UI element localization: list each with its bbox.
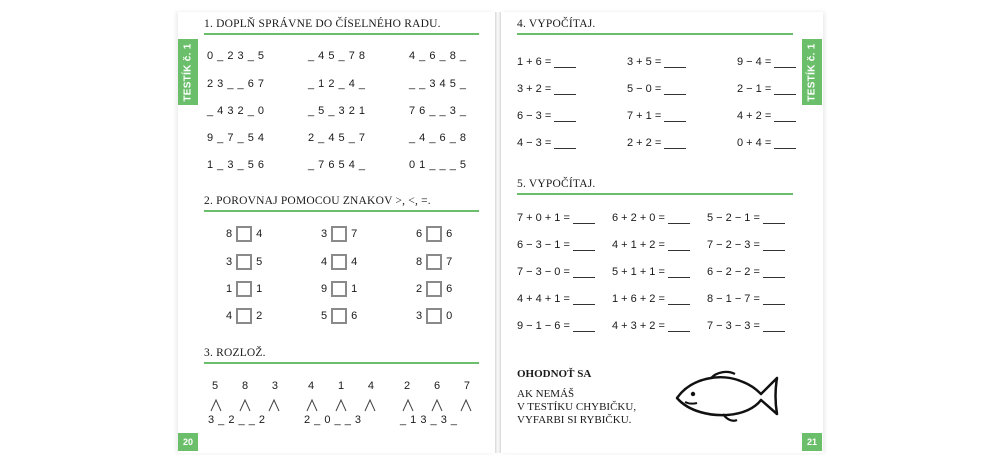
- decompose-branch-icon: [400, 398, 474, 412]
- compare-answer-box[interactable]: [236, 254, 252, 270]
- equation: [517, 212, 595, 224]
- equation: [612, 239, 690, 251]
- decompose-top-number: 5: [212, 380, 219, 392]
- answer-blank[interactable]: [573, 269, 595, 278]
- equation: [517, 320, 595, 332]
- equation-text: 6 + 2 + 0 =: [612, 212, 665, 224]
- equation: [612, 293, 690, 305]
- answer-blank[interactable]: [664, 59, 686, 68]
- answer-blank[interactable]: [554, 140, 576, 149]
- section5-rule: [517, 193, 793, 195]
- decompose-top-number: 6: [433, 380, 441, 392]
- section4-title: 4. VYPOČÍTAJ.: [517, 18, 596, 30]
- compare-item: [321, 308, 357, 324]
- decompose-item: [208, 380, 282, 432]
- decompose-top-number: 4: [308, 380, 315, 392]
- decompose-top-number: 3: [271, 380, 278, 392]
- equation-text: 4 + 2 =: [737, 110, 772, 122]
- compare-item: [416, 254, 452, 270]
- equation-text: 7 − 3 − 3 =: [707, 320, 760, 332]
- decompose-top-numbers: [400, 380, 474, 392]
- equation: [627, 56, 686, 68]
- number-sequence[interactable]: _ _ 3 4 5 _: [409, 78, 467, 90]
- answer-blank[interactable]: [668, 296, 690, 305]
- compare-item: [416, 281, 452, 297]
- compare-left-number: 3: [416, 310, 423, 322]
- equation: [517, 137, 576, 149]
- answer-blank[interactable]: [664, 86, 686, 95]
- equation: [707, 212, 785, 224]
- equation: [627, 137, 686, 149]
- decompose-top-number: 1: [337, 380, 345, 392]
- equation-text: 3 + 2 =: [517, 83, 552, 95]
- compare-item: [226, 226, 262, 242]
- answer-blank[interactable]: [763, 269, 785, 278]
- equation-text: 3 + 5 =: [627, 56, 662, 68]
- answer-blank[interactable]: [554, 59, 576, 68]
- compare-item: [226, 281, 262, 297]
- section3-title: 3. ROZLOŽ.: [204, 347, 266, 359]
- section5-title: 5. VYPOČÍTAJ.: [517, 178, 596, 190]
- compare-left-number: 4: [226, 310, 233, 322]
- compare-answer-box[interactable]: [236, 281, 252, 297]
- answer-blank[interactable]: [774, 59, 796, 68]
- right-page-number: 21: [802, 433, 822, 451]
- compare-item: [321, 226, 357, 242]
- equation: [612, 266, 690, 278]
- decompose-bottom[interactable]: 3 _ 2 _ _ 2: [208, 414, 266, 426]
- equation-text: 7 + 1 =: [627, 110, 662, 122]
- left-page-number: 20: [178, 433, 198, 451]
- evaluate-line-1: AK NEMÁŠ: [517, 388, 575, 400]
- decompose-bottom[interactable]: _ 1 3 _ 3 _: [400, 414, 458, 426]
- equation: [737, 56, 796, 68]
- compare-right-number: 7: [446, 256, 453, 268]
- decompose-branch-icon: [304, 398, 378, 412]
- equation: [707, 293, 785, 305]
- compare-left-number: 5: [321, 310, 328, 322]
- equation-text: 1 + 6 + 2 =: [612, 293, 665, 305]
- section3-rule: [204, 362, 479, 364]
- compare-right-number: 7: [351, 228, 358, 240]
- answer-blank[interactable]: [774, 113, 796, 122]
- equation-text: 1 + 6 =: [517, 56, 552, 68]
- decompose-top-numbers: [208, 380, 282, 392]
- compare-answer-box[interactable]: [331, 226, 347, 242]
- compare-answer-box[interactable]: [426, 254, 442, 270]
- compare-left-number: 3: [321, 228, 328, 240]
- compare-right-number: 6: [446, 228, 453, 240]
- decompose-item: [304, 380, 378, 432]
- decompose-top-number: 7: [463, 380, 470, 392]
- compare-left-number: 9: [321, 283, 328, 295]
- compare-answer-box[interactable]: [331, 281, 347, 297]
- left-page: [178, 12, 495, 453]
- equation-text: 7 − 3 − 0 =: [517, 266, 570, 278]
- section1-title: 1. DOPLŇ SPRÁVNE DO ČÍSELNÉHO RADU.: [204, 18, 441, 30]
- equation: [737, 110, 796, 122]
- equation: [517, 83, 576, 95]
- compare-left-number: 8: [416, 256, 423, 268]
- section2-title: 2. POROVNAJ POMOCOU ZNAKOV >, <, =.: [204, 195, 431, 207]
- decompose-branch-icon: [208, 398, 282, 412]
- number-sequence[interactable]: _ 4 _ 6 _ 8: [409, 132, 467, 144]
- compare-left-number: 8: [226, 228, 233, 240]
- compare-answer-box[interactable]: [331, 308, 347, 324]
- answer-blank[interactable]: [763, 215, 785, 224]
- equation-text: 5 − 2 − 1 =: [707, 212, 760, 224]
- equation-text: 4 + 3 + 2 =: [612, 320, 665, 332]
- equation-text: 4 − 3 =: [517, 137, 552, 149]
- answer-blank[interactable]: [668, 323, 690, 332]
- compare-right-number: 1: [351, 283, 358, 295]
- evaluate-title: OHODNOŤ SA: [517, 368, 592, 380]
- equation: [707, 320, 785, 332]
- compare-right-number: 0: [446, 310, 453, 322]
- equation-text: 2 − 1 =: [737, 83, 772, 95]
- equation: [517, 56, 576, 68]
- number-sequence[interactable]: 4 _ 6 _ 8 _: [409, 50, 467, 62]
- equation: [707, 266, 785, 278]
- equation: [517, 239, 595, 251]
- compare-answer-box[interactable]: [426, 226, 442, 242]
- number-sequence[interactable]: _ 7 6 5 4 _: [308, 159, 366, 171]
- compare-left-number: 3: [226, 256, 233, 268]
- section4-rule: [517, 33, 793, 35]
- equation-text: 6 − 2 − 2 =: [707, 266, 760, 278]
- evaluate-line-3: VYFARBI SI RYBIČKU.: [517, 414, 632, 426]
- compare-right-number: 4: [256, 228, 263, 240]
- equation-text: 5 + 1 + 1 =: [612, 266, 665, 278]
- equation-text: 4 + 4 + 1 =: [517, 293, 570, 305]
- compare-left-number: 2: [416, 283, 423, 295]
- answer-blank[interactable]: [573, 323, 595, 332]
- decompose-top-number: 4: [367, 380, 374, 392]
- equation: [707, 239, 785, 251]
- answer-blank[interactable]: [668, 242, 690, 251]
- equation-text: 2 + 2 =: [627, 137, 662, 149]
- compare-item: [416, 308, 452, 324]
- answer-blank[interactable]: [573, 242, 595, 251]
- compare-answer-box[interactable]: [426, 281, 442, 297]
- compare-item: [226, 308, 262, 324]
- number-sequence[interactable]: 9 _ 7 _ 5 4: [207, 132, 265, 144]
- right-side-tab: TESTÍK č. 1: [802, 39, 822, 105]
- equation: [612, 212, 690, 224]
- number-sequence[interactable]: _ 4 3 2 _ 0: [207, 105, 265, 117]
- equation-text: 7 − 2 − 3 =: [707, 239, 760, 251]
- answer-blank[interactable]: [763, 242, 785, 251]
- number-sequence[interactable]: 2 3 _ _ 6 7: [207, 78, 265, 90]
- left-side-tab: TESTÍK č. 1: [178, 39, 198, 105]
- answer-blank[interactable]: [668, 269, 690, 278]
- equation-text: 4 + 1 + 2 =: [612, 239, 665, 251]
- equation-text: 0 + 4 =: [737, 137, 772, 149]
- fish-outline-icon[interactable]: [671, 368, 783, 424]
- decompose-top-number: 8: [241, 380, 249, 392]
- answer-blank[interactable]: [774, 86, 796, 95]
- number-sequence[interactable]: 7 6 _ _ 3 _: [409, 105, 467, 117]
- number-sequence[interactable]: _ 1 2 _ 4 _: [308, 78, 366, 90]
- answer-blank[interactable]: [774, 140, 796, 149]
- compare-item: [226, 254, 262, 270]
- equation-text: 9 − 4 =: [737, 56, 772, 68]
- section1-rule: [204, 33, 479, 35]
- equation: [612, 320, 690, 332]
- compare-right-number: 1: [256, 283, 263, 295]
- answer-blank[interactable]: [573, 296, 595, 305]
- equation-text: 9 − 1 − 6 =: [517, 320, 570, 332]
- equation-text: 7 + 0 + 1 =: [517, 212, 570, 224]
- number-sequence[interactable]: 0 1 _ _ _ 5: [409, 159, 467, 171]
- compare-item: [321, 254, 357, 270]
- equation: [737, 83, 796, 95]
- equation: [517, 293, 595, 305]
- compare-answer-box[interactable]: [331, 254, 347, 270]
- compare-answer-box[interactable]: [236, 226, 252, 242]
- right-page: [501, 12, 823, 453]
- answer-blank[interactable]: [763, 296, 785, 305]
- answer-blank[interactable]: [664, 113, 686, 122]
- equation: [627, 83, 686, 95]
- compare-answer-box[interactable]: [236, 308, 252, 324]
- compare-left-number: 6: [416, 228, 423, 240]
- equation: [627, 110, 686, 122]
- equation-text: 6 − 3 =: [517, 110, 552, 122]
- answer-blank[interactable]: [554, 86, 576, 95]
- number-sequence[interactable]: 0 _ 2 3 _ 5: [207, 50, 265, 62]
- compare-right-number: 6: [446, 283, 453, 295]
- answer-blank[interactable]: [664, 140, 686, 149]
- number-sequence[interactable]: _ 5 _ 3 2 1: [308, 105, 366, 117]
- compare-right-number: 6: [351, 310, 358, 322]
- decompose-item: [400, 380, 474, 432]
- answer-blank[interactable]: [554, 113, 576, 122]
- evaluate-line-2: V TESTÍKU CHYBIČKU,: [517, 401, 637, 413]
- decompose-top-number: 2: [404, 380, 411, 392]
- compare-answer-box[interactable]: [426, 308, 442, 324]
- equation: [737, 137, 796, 149]
- answer-blank[interactable]: [573, 215, 595, 224]
- number-sequence[interactable]: _ 4 5 _ 7 8: [308, 50, 366, 62]
- decompose-bottom[interactable]: 2 _ 0 _ _ 3: [304, 414, 362, 426]
- equation-text: 6 − 3 − 1 =: [517, 239, 570, 251]
- compare-left-number: 4: [321, 256, 328, 268]
- section2-rule: [204, 210, 479, 212]
- compare-item: [416, 226, 452, 242]
- compare-left-number: 1: [226, 283, 233, 295]
- equation: [517, 266, 595, 278]
- equation-text: 5 − 0 =: [627, 83, 662, 95]
- compare-right-number: 2: [256, 310, 263, 322]
- compare-right-number: 4: [351, 256, 358, 268]
- answer-blank[interactable]: [763, 323, 785, 332]
- compare-item: [321, 281, 357, 297]
- compare-right-number: 5: [256, 256, 263, 268]
- number-sequence[interactable]: 1 _ 3 _ 5 6: [207, 159, 265, 171]
- equation: [517, 110, 576, 122]
- decompose-top-numbers: [304, 380, 378, 392]
- number-sequence[interactable]: 2 _ 4 5 _ 7: [308, 132, 366, 144]
- answer-blank[interactable]: [668, 215, 690, 224]
- equation-text: 8 − 1 − 7 =: [707, 293, 760, 305]
